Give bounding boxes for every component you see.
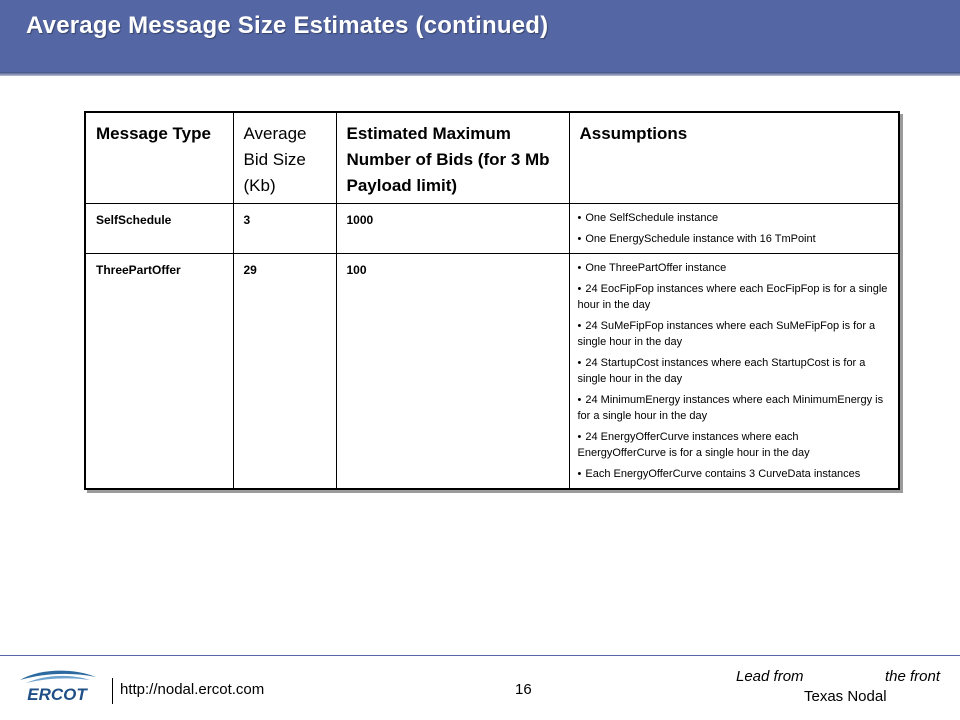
- table-row: [85, 204, 899, 254]
- svg-text:ERCOT: ERCOT: [27, 685, 87, 704]
- header-estimated-max-bids: Estimated Maximum Number of Bids (for 3 Mb Payload limit): [336, 112, 569, 204]
- list-item: • One ThreePartOffer instance: [577, 262, 727, 274]
- cell-message-type: ThreePartOffer: [96, 263, 181, 277]
- header-average-bid-size: Average Bid Size (Kb): [233, 112, 336, 204]
- title-banner: [0, 0, 960, 72]
- cell-avg-bid-size: 3: [243, 213, 251, 227]
- footer-separator: [112, 678, 113, 704]
- tagline-right: the front: [884, 668, 940, 685]
- ercot-logo: [16, 668, 98, 704]
- assumptions-list: [570, 254, 899, 488]
- list-item: • One EnergySchedule instance with 16 TmPoint: [577, 233, 816, 245]
- list-item: • 24 MinimumEnergy instances where each MinimumEnergy is for a single hour in the day: [577, 394, 884, 422]
- list-item: • One SelfSchedule instance: [577, 212, 719, 224]
- slide-title: Average Message Size Estimates (continued): [26, 12, 549, 39]
- cell-max-bids: 1000: [346, 213, 374, 227]
- footer-divider: [0, 655, 960, 656]
- list-item: • 24 StartupCost instances where each StartupCost is for a single hour in the day: [577, 357, 866, 385]
- message-size-table: [84, 111, 900, 490]
- header-assumptions: Assumptions: [569, 112, 899, 204]
- assumptions-list: [570, 204, 899, 253]
- table-header-row: [85, 112, 899, 204]
- footer-tagline: [736, 668, 940, 685]
- list-item: • 24 EocFipFop instances where each EocFipFop is for a single hour in the day: [577, 283, 888, 311]
- tagline-left: Lead from: [736, 668, 804, 685]
- list-item: • 24 SuMeFipFop instances where each SuMeFipFop is for a single hour in the day: [577, 320, 876, 348]
- list-item: • Each EnergyOfferCurve contains 3 CurveData instances: [577, 468, 861, 480]
- page-number: 16: [515, 681, 532, 698]
- list-item: • 24 EnergyOfferCurve instances where each EnergyOfferCurve is for a single hour in the day: [577, 431, 810, 459]
- header-message-type: Message Type: [85, 112, 233, 204]
- cell-message-type: SelfSchedule: [96, 213, 172, 227]
- title-banner-shadow: [0, 72, 960, 76]
- table-row: [85, 254, 899, 490]
- cell-max-bids: 100: [346, 263, 367, 277]
- cell-avg-bid-size: 29: [243, 263, 257, 277]
- organization-name: Texas Nodal: [804, 688, 887, 705]
- footer-url[interactable]: http://nodal.ercot.com: [120, 681, 265, 698]
